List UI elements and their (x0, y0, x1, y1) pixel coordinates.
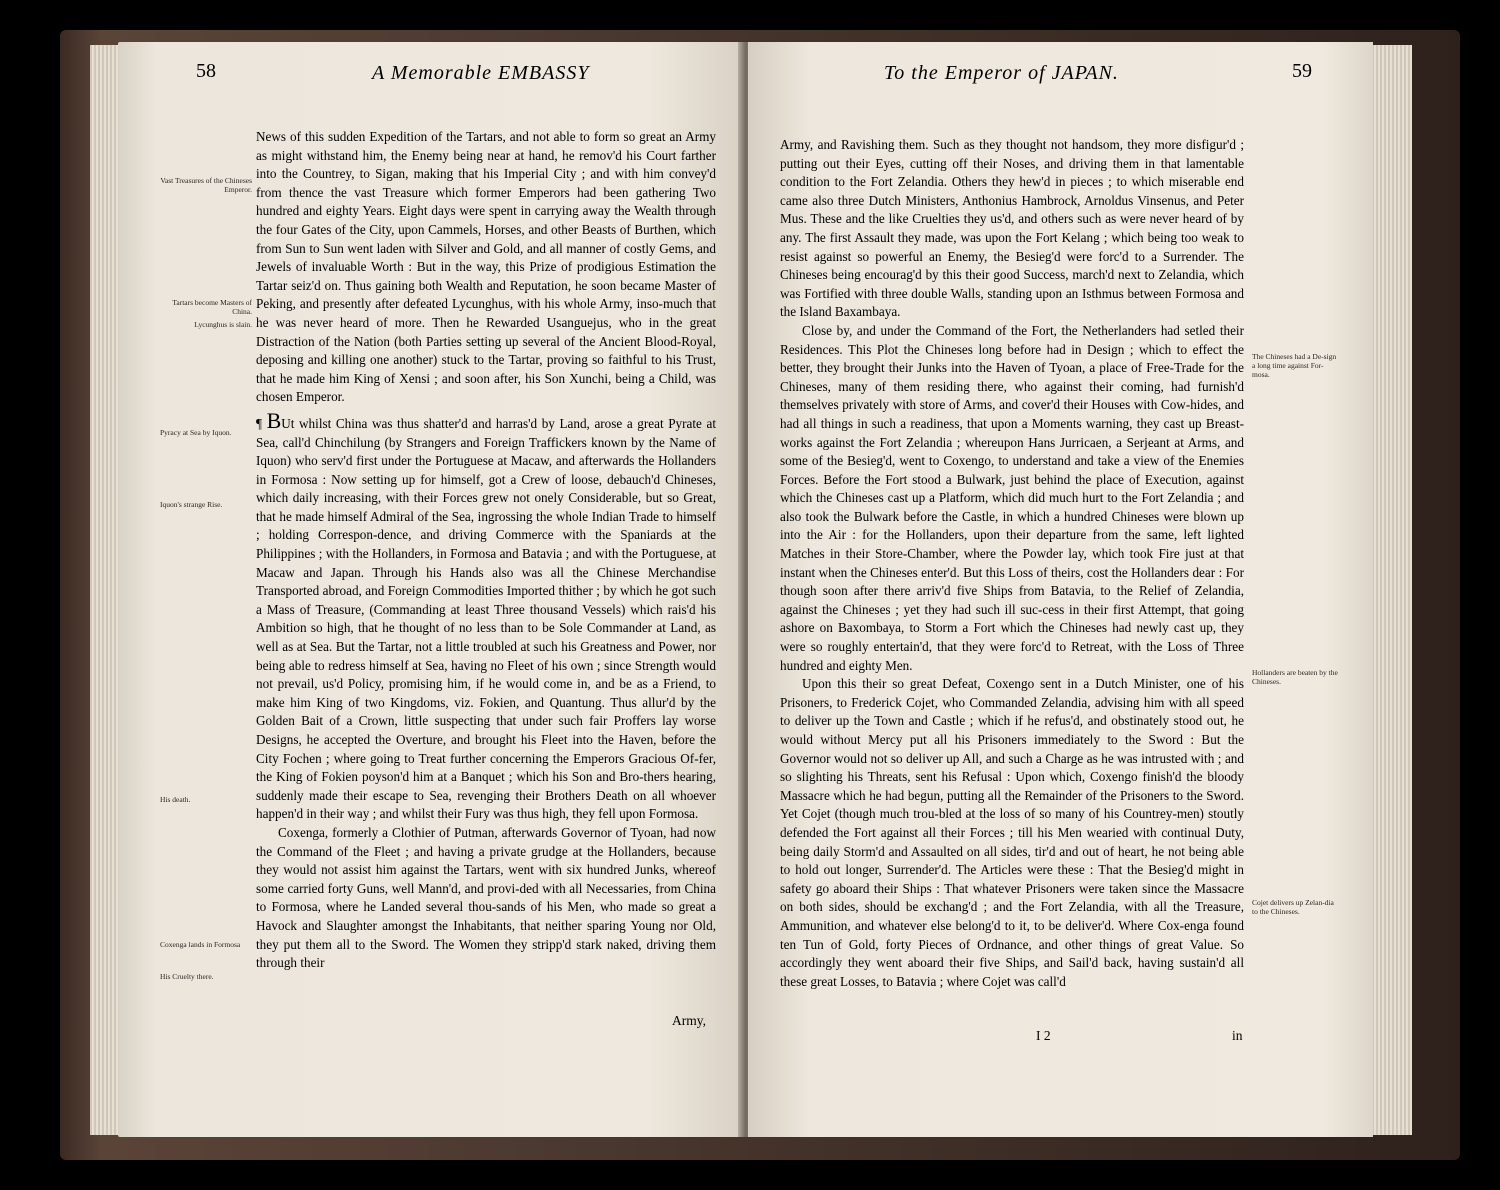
margin-note-death: His death. (160, 795, 191, 804)
left-running-head: A Memorable EMBASSY (372, 62, 590, 84)
page-edges-left (90, 45, 118, 1135)
left-catchword: Army, (672, 1013, 706, 1028)
left-paragraph-3: Coxenga, formerly a Clothier of Putman, afterwards Governor of Tyoan, had now the Command of the Fleet ; and having a private grudge at the Hollanders, because they would not assist him against the Tartars, went with six hundred Junks, whereof some carried forty Guns, well Mann'd, and provi-ded with all Necessaries, from China to Formosa, where he Landed several thou-sands of his Men, who made so great a Havock and Slaughter amongst the Inhabitants, that neither sparing Young nor Old, they put them all to the Sword. The Women they stripp'd stark naked, driving them through their (256, 824, 716, 971)
margin-note-pyracy: Pyracy at Sea by Iquon. (160, 428, 232, 437)
right-page-number: 59 (1292, 60, 1312, 82)
left-paragraph-2-text: Ut whilst China was thus shatter'd and harras'd by Land, arose a great Pyrate at Sea, call'd Chinchilung (by Strangers and Foreign Traffickers known by the Name of Iquon) who serv'd first under the Portuguese at Macaw, and afterwards the Hollanders in Formosa : Now setting up for himself, got a Crew of loose, debauch'd Chineses, which daily increasing, with their Forces grew not onely Considerable, but so Great, that he made himself Admiral of the Sea, ingrossing the whole Indian Trade to himself ; holding Correspon-dence, and driving Commerce with the Spaniards at the Philippines ; with the Hollanders, in Formosa and Batavia ; and with the Portuguese, at Macaw and Japan. Through his Hands also was all the Chinese Merchandise Transported abroad, and Foreign Commodities Imported thither ; by which he got such a Mass of Treasure, (Commanding at least Three thousand Vessels) which rais'd his Ambition so high, that he thought of no less than to be Sole Commander at Land, as well as at Sea. But the Tartar, not a little troubled at such his Greatness and Power, nor being able to redress himself at Sea, having no Fleet of his own ; since Strength would not prevail, us'd Policy, promising him, if he would come in, and be as a Friend, to make him King of two Kingdoms, viz. Fokien, and Quantung. Thus allur'd by the Golden Bait of a Crown, little suspecting that under such fair Proffers lay worse Designs, he accepted the Overture, and brought his Fleet into the Haven, before the City Fochen ; where going to Treat further concerning the Emperors Gracious Of-fer, the King of Fokien poyson'd him at a Banquet ; which his Son and Bro-thers hearing, suddenly made their escape to Sea, revenging their Brothers Death on all whoever happen'd in their way ; and whilst their Fury was thus high, they fell upon Formosa. (256, 415, 717, 822)
left-paragraph-2 (256, 407, 717, 824)
right-paragraph-1: Army, and Ravishing them. Such as they thought not handsom, they more disfigur'd ; putting out their Eyes, cutting off their Noses, and driving them in that lamentable condition to the Fort Zelandia. Others they hew'd in pieces ; to which miserable end came also three Dutch Ministers, Anthonius Hambrock, Arnoldus Vinsenus, and Peter Mus. These and the like Cruelties they us'd, and others such as were never heard of by any. The first Assault they made, was upon the Fort Kelang ; which being too weak to resist against so powerful an Enemy, the Besieg'd were forc'd to a Surrender. The Chineses being encourag'd by this their good Success, march'd next to Zelandia, which was Fortified with three double Walls, standing upon an Isthmus between Formosa and the Island Baxambaya. (780, 137, 1244, 320)
margin-note-cojet: Cojet delivers up Zelan-dia to the Chineses. (1252, 898, 1334, 916)
drop-cap: B (266, 407, 282, 433)
right-catchword: in (1232, 1028, 1243, 1043)
margin-note-iquon-rise: Iquon's strange Rise. (160, 500, 223, 509)
right-running-head: To the Emperor of JAPAN. (884, 62, 1119, 84)
left-paragraph-1: News of this sudden Expedition of the Tartars, and not able to form so great an Army as might withstand him, the Enemy being near at hand, he remov'd his Court farther into the Countrey, to Sigan, making that his Imperial City ; and with him convey'd from thence the vast Treasure which former Emperors had been gathering Two hundred and eighty Years. Eight days were spent in carrying away the Wealth through the four Gates of the City, upon Cammels, Horses, and other Beasts of Burthen, which from Sun to Sun went laden with Silver and Gold, and all manner of costly Gems, and Jewels of invaluable Worth : But in the way, this Prize of prodigious Estimation the Tartar seiz'd on. Thus gaining both Wealth and Reputation, he soon became Master of Peking, and presently after defeated Lycunghus, with his whole Army, inso-much that he was never heard of more. Then he Rewarded Usanguejus, who in the great Distraction of the Nation (both Parties setting up several of the Ancient Blood-Royal, deposing and killing one another) stuck to the Tartar, proving so faithful to his Trust, that he made him King of Xensi ; and soon after, his Son Xunchi, being a Child, was chosen Emperor. (256, 129, 716, 405)
margin-note-tartars: Tartars become Masters of China. (172, 298, 252, 316)
margin-note-coxenga-lands: Coxenga lands in Formosa (160, 940, 241, 949)
signature-mark: I 2 (1036, 1028, 1051, 1043)
left-body-text (256, 128, 716, 973)
right-paragraph-2: Close by, and under the Command of the Fort, the Netherlanders had setled their Residences. This Plot the Chineses long before had in Design ; which to effect the better, they brought their Junks into the Haven of Tyoan, a place of Free-Trade for the Chineses, many of them residing there, who against their coming, had furnish'd themselves privately with store of Arms, and cover'd their Houses with Cow-hides, and had all things in such a readiness, that upon a Moments warning, they cast up Breast-works against the Fort Zelandia ; whereupon Hans Jurricaen, a Serjeant at Arms, and some of the Besieg'd, went to Coxengo, to understand and take a view of the Enemies Forces. Before the Fort stood a Bulwark, just behind the place of Execution, against which the Chineses cast up a Platform, which did much hurt to the Fort Zelandia ; and also took the Bulwark before the Castle, in which a hundred Chineses were blown up into the Air : for the Hollanders, upon their departure from the same, left lighted Matches in their Store-Chamber, where the Powder lay, which took Fire just at that instant when the Chineses enter'd. But this Loss of theirs, cost the Hollanders dear : For though soon after there arriv'd five Ships from Batavia, to the Relief of Zelandia, against the Chineses ; yet they had such ill suc-cess in their first Attempt, that going ashore on Baxombaya, to Storm a Fort which the Chineses had newly cast up, they were so roughly entertain'd, that they were forc'd to Retreat, with the Loss of Three hundred and eighty Men. (780, 322, 1244, 673)
right-body-text (780, 136, 1244, 991)
pilcrow: ¶ (256, 415, 262, 431)
margin-note-design: The Chineses had a De-sign a long time against For-mosa. (1252, 352, 1337, 379)
margin-note-lycunghus: Lycunghus is slain. (194, 320, 252, 329)
margin-note-treasures: Vast Treasures of the Chineses Emperor. (160, 176, 252, 194)
margin-note-hollanders-beaten: Hollanders are beaten by the Chineses. (1252, 668, 1338, 686)
margin-note-cruelty: His Cruelty there. (160, 972, 214, 981)
right-paragraph-3: Upon this their so great Defeat, Coxengo sent in a Dutch Minister, one of his Prisoners, to Frederick Cojet, who Commanded Zelandia, advising him with all speed to deliver up the Town and Castle ; which if he refus'd, and obstinately stood out, he would without Mercy put all his Prisoners immediately to the Sword : But the Governor would not so deliver up All, and such a Charge as he was intrusted with ; and so slighting his Threats, sent his Refusal : Upon which, Coxengo finish'd the bloody Massacre which he had begun, putting all the Remainder of the Prisoners to the Sword. Yet Cojet (though much trou-bled at the loss of so many of his Countrey-men) stoutly defended the Fort against all their Forces ; till his Men wearied with continual Duty, being daily Storm'd and Assaulted on all sides, tir'd and out of heart, he not being able to hold out longer, Surrender'd. The Articles were these : That the Besieg'd might in safety go aboard their Ships : That whatever Prisoners were taken since the Massacre on both sides, should be exchang'd ; and the Fort Zelandia, with all the Treasure, Ammunition, and whatever else belong'd to it, to be deliver'd. Where Cox-enga found ten Tun of Gold, forty Pieces of Ordnance, and other things of great Value. So accordingly they went aboard their five Ships, and Sail'd back, having sustain'd all these great Losses, to Batavia ; where Cojet was call'd (780, 676, 1244, 989)
left-page-number: 58 (196, 60, 216, 82)
page-edges-right (1372, 45, 1412, 1135)
